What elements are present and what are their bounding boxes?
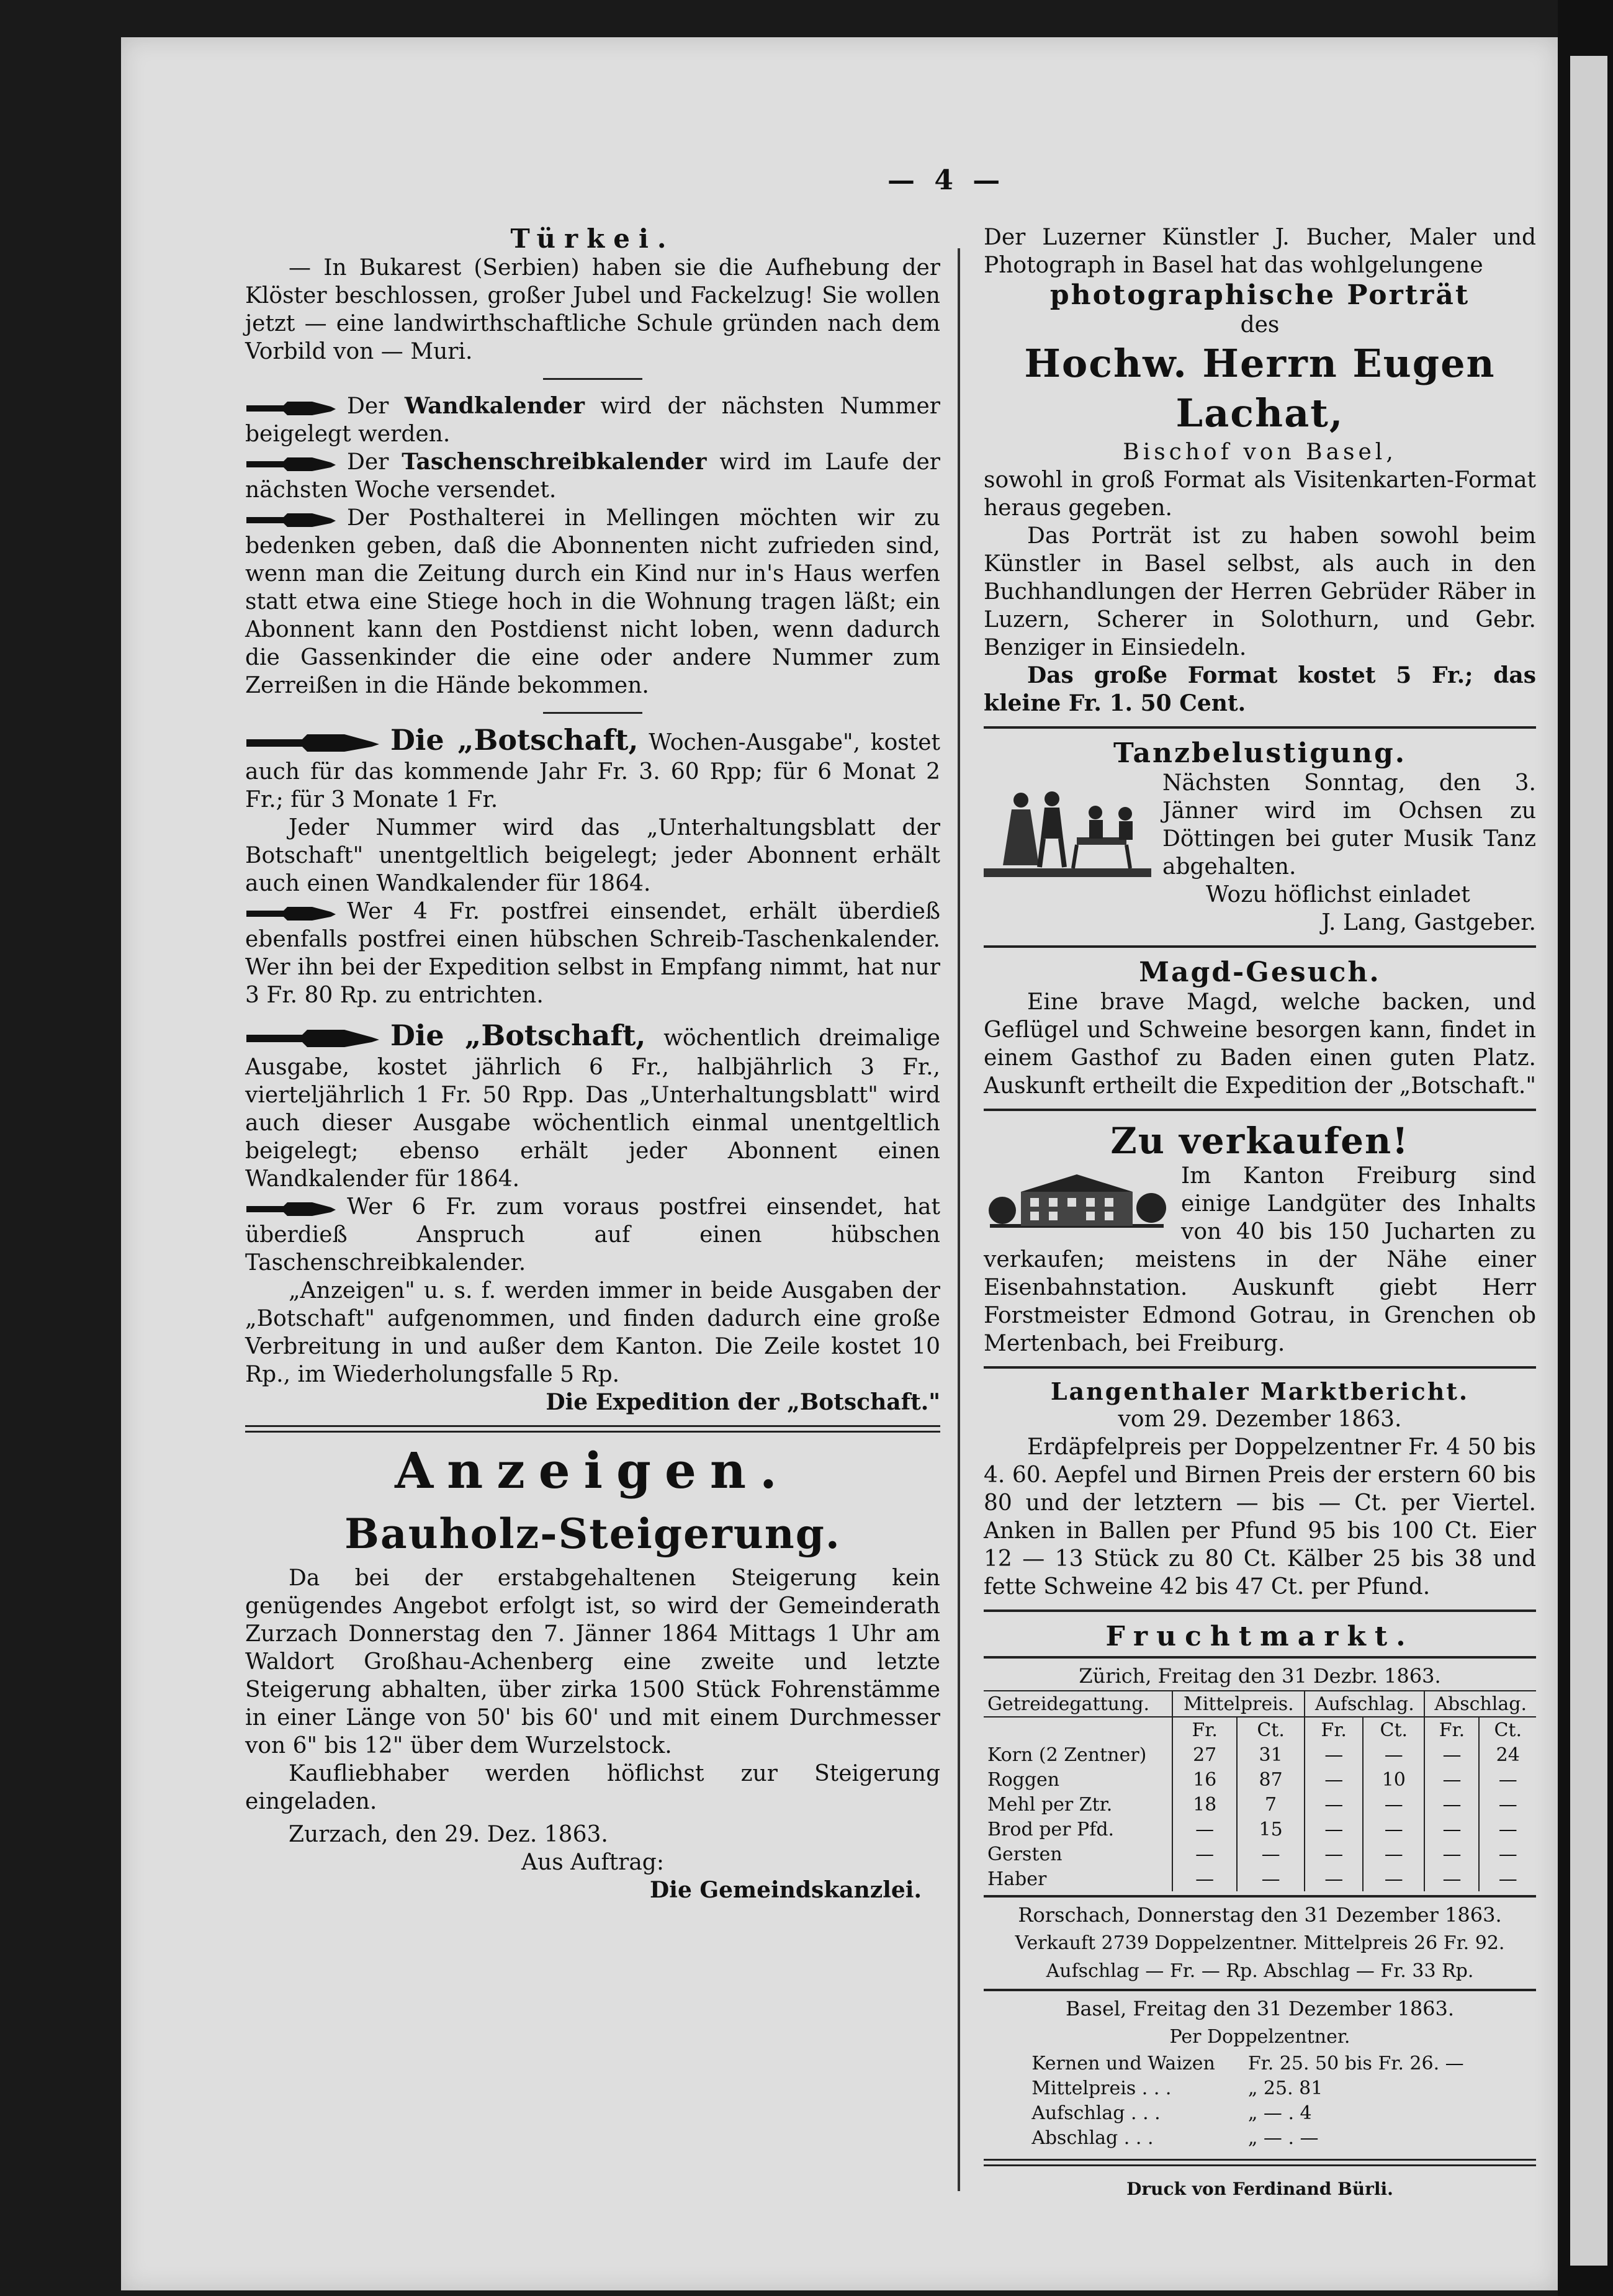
rorschach-line2: Verkauft 2739 Doppelzentner. Mittelpreis 26 Fr. 92. (1015, 1932, 1505, 1954)
pointing-hand-icon (245, 903, 338, 923)
verkaufen-title: Zu verkaufen! (1110, 1120, 1409, 1162)
table-subheader: Ct. (1479, 1717, 1536, 1742)
table-row: Mittelpreis . . . „ 25. 81 (1031, 2077, 1323, 2099)
table-row: Mehl per Ztr. 18 7 — — — — (984, 1792, 1536, 1817)
zuerich-heading: Zürich, Freitag den 31 Dezbr. 1863. (1079, 1664, 1441, 1688)
table-row: Abschlag . . . „ — . — (1031, 2127, 1319, 2149)
bauholz-auftrag: Aus Auftrag: (521, 1850, 664, 1875)
table-row: Korn (2 Zentner) 27 31 — — — 24 (984, 1742, 1536, 1767)
bauholz-text2: Kaufliebhaber werden höflichst zur Steigerung eingeladen. (245, 1761, 940, 1814)
weekly-edition: Die „Botschaft, Wochen-Ausgabe", kostet auch für das kommende Jahr Fr. 3. 60 Rpp; für 6 Monat 2 Fr.; für 3 Monate 1 Fr. (245, 723, 941, 813)
rule (984, 1656, 1536, 1659)
bauholz-date: Zurzach, den 29. Dez. 1863. (289, 1822, 608, 1847)
rorschach-heading: Rorschach, Donnerstag den 31 Dezember 1863. (1018, 1903, 1502, 1927)
rule (984, 945, 1536, 948)
page-number: — 4 — (887, 164, 1005, 196)
triweekly-text3: „Anzeigen" u. s. f. werden immer in beide Ausgaben der „Botschaft" aufgenommen, und finden dadurch eine große Verbreitung in und außer dem Kanton. Die Zeile kostet 10 Rp., im Wiederholungsfalle 5 Rp. (245, 1278, 940, 1387)
double-rule (984, 2159, 1536, 2166)
pointing-hand-icon (245, 454, 338, 474)
table-subheader-row (984, 1717, 1536, 1742)
printer-imprint: Druck von Ferdinand Bürli. (1126, 2179, 1393, 2199)
dancers-illustration (984, 775, 1151, 893)
table-row: Haber — — — — — — (984, 1866, 1536, 1891)
manor-house-illustration (984, 1167, 1170, 1235)
triweekly-text2: Wer 6 Fr. zum voraus postfrei einsendet, hat überdieß Anspruch auf einen hübschen Taschenschreibkalender. (245, 1194, 940, 1276)
table-header: Abschlag. (1424, 1691, 1536, 1717)
triweekly-edition: Die „Botschaft, wöchentlich dreimalige Ausgabe, kostet jährlich 6 Fr., halbjährlich 3 Fr., vierteljährlich 1 Fr. 50 Rpp. Das „Unterhaltungsblatt" wird auch dieser Ausgabe wöchentlich einmal unentgeltlich beigelegt; ebenso erhält jeder Abonnent einen Wandkalender für 1864. (245, 1019, 940, 1192)
bauholz-signature: Die Gemeindskanzlei. (650, 1877, 922, 1903)
bauholz-text1: Da bei der erstabgehaltenen Steigerung kein genügendes Angebot erfolgt ist, so wird der Gemeinderath Zurzach Donnerstag den 7. Jänner 1864 Mittags 1 Uhr am Waldort Großhau-Achenberg eine zweite und letzte Steigerung abhalten, über zirka 1500 Stück Fohrenstämme in einer Länge von 50' bis 60' und mit einem Durchmesser von 6" bis 12" über dem Wurzelstock. (245, 1565, 940, 1758)
table-header-row (984, 1691, 1536, 1717)
expedition-signature: Die Expedition der „Botschaft." (546, 1389, 940, 1415)
tanz-text: Nächsten Sonntag, den 3. Jänner wird im Ochsen zu Döttingen bei guter Musik Tanz abgehalten. (1162, 770, 1536, 880)
langenthal-text: Erdäpfelpreis per Doppelzentner Fr. 4 50 bis 4. 60. Aepfel und Birnen Preis der erstern 60 bis 80 und der letztern — bis — Ct. per Viertel. Anken in Ballen per Pfund 95 bis 100 Ct. Eier 12 — 13 Stück zu 80 Ct. Kälber 25 bis 38 und fette Schweine 42 bis 47 Ct. per Pfund. (984, 1434, 1536, 1600)
table-row: Roggen 16 87 — 10 — — (984, 1767, 1536, 1792)
verkaufen-text: Im Kanton Freiburg sind einige Landgüter des Inhalts von 40 bis 150 Jucharten zu verkaufen; meistens in der Nähe einer Eisenbahnstation. Auskunft giebt Herr Forstmeister Edmond Gotrau, in Grenchen ob Mertenbach, bei Freiburg. (984, 1163, 1536, 1356)
column-divider (958, 248, 960, 2191)
rule (984, 1609, 1536, 1612)
rule (984, 1989, 1536, 1991)
table-row: Gersten — — — — — — (984, 1842, 1536, 1866)
bauholz-title: Bauholz-Steigerung. (344, 1510, 841, 1558)
langenthal-title: Langenthaler Marktbericht. (1050, 1377, 1470, 1405)
pointing-hand-icon (245, 1026, 382, 1053)
portrait-intro: Der Luzerner Künstler J. Bucher, Maler und Photograph in Basel hat das wohlgelungene (984, 225, 1536, 278)
langenthal-date: vom 29. Dezember 1863. (1118, 1407, 1402, 1432)
table-subheader: Fr. (1424, 1717, 1479, 1742)
portrait-bischof: Bischof von Basel, (1123, 439, 1397, 465)
rule (984, 726, 1536, 729)
table-subheader: Ct. (1237, 1717, 1305, 1742)
tanz-invite: Wozu höflichst einladet (1206, 882, 1470, 907)
tuerkei-text: — In Bukarest (Serbien) haben sie die Aufhebung der Klöster beschlossen, großer Jubel und Fackelzug! Sie wollen jetzt — eine landwirthschaftliche Schule gründen nach dem Vorbild von — Muri. (245, 255, 940, 364)
table-row: Aufschlag . . . „ — . 4 (1031, 2102, 1312, 2124)
table-row: Brod per Pfd. — 15 — — — — (984, 1817, 1536, 1842)
rule (984, 1895, 1536, 1898)
portrait-text2: Das Porträt ist zu haben sowohl beim Künstler in Basel selbst, als auch in den Buchhandlungen der Herren Gebrüder Räber in Luzern, Scherer in Solothurn, und Gebr. Benziger in Einsiedeln. (984, 523, 1536, 660)
next-page-edge (1570, 56, 1607, 2266)
portrait-price: Das große Format kostet 5 Fr.; das kleine Fr. 1. 50 Cent. (984, 662, 1536, 716)
newspaper-page (121, 37, 1558, 2290)
zuerich-price-table (984, 1690, 1536, 1891)
left-column (245, 223, 940, 1904)
table-header: Getreidegattung. (984, 1691, 1172, 1717)
fruchtmarkt-title: Fruchtmarkt. (1105, 1621, 1414, 1652)
tuerkei-title: Türkei. (510, 223, 675, 254)
weekly-text3: Wer 4 Fr. postfrei einsendet, erhält überdieß ebenfalls postfrei einen hübschen Schreib-Taschenkalender. Wer ihn bei der Expedition selbst in Empfang nimmt, hat nur 3 Fr. 80 Rp. zu entrichten. (245, 899, 940, 1008)
portrait-des: des (1240, 312, 1280, 338)
portrait-text1: sowohl in groß Format als Visitenkarten-Format heraus gegeben. (984, 467, 1536, 521)
pointing-hand-icon (245, 510, 338, 529)
rule (984, 1109, 1536, 1111)
table-header: Mittelpreis. (1172, 1691, 1305, 1717)
pointing-hand-icon (245, 1199, 338, 1218)
pointing-hand-icon (245, 731, 382, 758)
table-subheader: Fr. (1172, 1717, 1236, 1742)
anzeigen-heading: Anzeigen. (395, 1441, 791, 1500)
magd-text: Eine brave Magd, welche backen, und Geflügel und Schweine besorgen kann, findet in einem Gasthof zu Baden einen guten Platz. Auskunft ertheilt die Expedition der „Botschaft." (984, 989, 1536, 1099)
magd-title: Magd-Gesuch. (1139, 957, 1381, 988)
notice-wandkalender: Der Wandkalender wird der nächsten Nummer beigelegt werden. (245, 393, 940, 447)
portrait-title: photographische Porträt (1049, 279, 1470, 311)
portrait-name: Hochw. Herrn Eugen Lachat, (1024, 341, 1496, 436)
notice-taschenkalender: Der Taschenschreibkalender wird im Laufe der nächsten Woche versendet. (245, 449, 941, 503)
separator (543, 712, 642, 714)
rule (984, 1366, 1536, 1369)
double-rule (245, 1425, 940, 1433)
table-row: Kernen und Waizen Fr. 25. 50 bis Fr. 26. — (1031, 2052, 1464, 2074)
basel-heading: Basel, Freitag den 31 Dezember 1863. (1065, 1997, 1455, 2020)
basel-sub: Per Doppelzentner. (1169, 2026, 1350, 2048)
weekly-text2: Jeder Nummer wird das „Unterhaltungsblatt der Botschaft" unentgeltlich beigelegt; jeder Abonnent erhält auch einen Wandkalender für 1864. (245, 815, 940, 896)
notice-posthalterei: Der Posthalterei in Mellingen möchten wir zu bedenken geben, daß die Abonnenten nicht zufrieden sind, wenn man die Zeitung durch ein Kind nur in's Haus werfen statt etwa eine Stiege hoch in die Wohnung tragen läßt; ein Abonnent kann den Postdienst nicht loben, wenn dadurch die Gassenkinder die eine oder andere Nummer zum Zerreißen in die Hände bekommen. (245, 505, 940, 698)
table-subheader: Fr. (1305, 1717, 1363, 1742)
basel-price-table (1028, 2051, 1498, 2150)
tanz-title: Tanzbelustigung. (1113, 737, 1407, 769)
table-header: Aufschlag. (1305, 1691, 1424, 1717)
separator (543, 378, 642, 380)
table-subheader: Ct. (1363, 1717, 1424, 1742)
pointing-hand-icon (245, 398, 338, 418)
right-column (984, 223, 1536, 2203)
tanz-signature: J. Lang, Gastgeber. (1321, 910, 1536, 935)
rorschach-line3: Aufschlag — Fr. — Rp. Abschlag — Fr. 33 Rp. (1046, 1960, 1474, 1982)
